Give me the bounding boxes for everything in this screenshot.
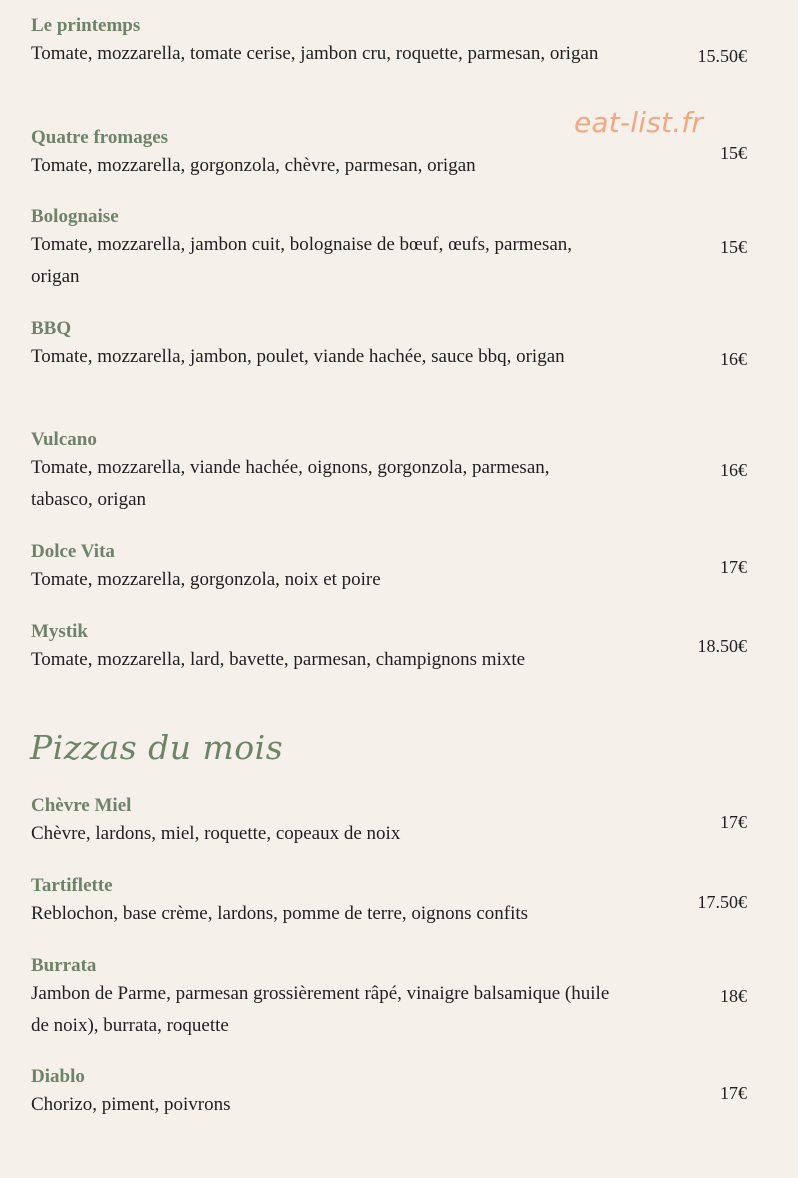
item-price: 17€ (720, 1083, 747, 1103)
item-name: Tartiflette (31, 875, 113, 896)
item-name: Quatre fromages (31, 127, 169, 148)
item-description: Tomate, mozzarella, gorgonzola, noix et poire (31, 569, 381, 590)
item-price: 16€ (720, 460, 747, 480)
item-description: Tomate, mozzarella, jambon, poulet, viande hachée, sauce bbq, origan (31, 346, 565, 367)
menu-item (31, 428, 747, 540)
item-description: Chèvre, lardons, miel, roquette, copeaux de noix (31, 823, 401, 844)
item-description: Reblochon, base crème, lardons, pomme de terre, oignons confits (31, 903, 529, 924)
item-description: Tomate, mozzarella, lard, bavette, parmesan, champignons mixte (31, 649, 526, 670)
pizzas-section (31, 14, 747, 699)
item-price: 18€ (720, 986, 747, 1006)
item-name: Burrata (31, 955, 97, 976)
menu-item (31, 794, 747, 874)
menu-item (31, 14, 747, 126)
item-price: 16€ (720, 349, 747, 369)
menu-item (31, 620, 747, 699)
item-price: 15€ (720, 237, 747, 257)
item-description: Tomate, mozzarella, gorgonzola, chèvre, parmesan, origan (31, 155, 476, 176)
menu-item (31, 954, 747, 1065)
item-price: 15.50€ (697, 46, 747, 66)
item-price: 18.50€ (697, 636, 747, 656)
item-name: Mystik (31, 621, 88, 642)
menu-item (31, 874, 747, 954)
item-description: Tomate, mozzarella, jambon cuit, bolognaise de bœuf, œufs, parmesan, origan (31, 234, 573, 287)
watermark: eat-list.fr (574, 106, 704, 139)
menu-item (31, 205, 747, 317)
section-title: Pizzas du mois (30, 728, 284, 767)
item-price: 17€ (720, 812, 747, 832)
item-description: Tomate, mozzarella, viande hachée, oignons, gorgonzola, parmesan, tabasco, origan (31, 457, 550, 510)
item-description: Chorizo, piment, poivrons (31, 1094, 231, 1115)
menu-item (31, 126, 747, 205)
menu-item (31, 317, 747, 428)
item-price: 17€ (720, 557, 747, 577)
item-name: Diablo (31, 1066, 85, 1087)
item-name: BBQ (31, 318, 72, 339)
item-name: Dolce Vita (31, 541, 115, 562)
menu-item (31, 540, 747, 620)
item-price: 15€ (720, 143, 747, 163)
item-price: 17.50€ (697, 892, 747, 912)
item-name: Bolognaise (31, 206, 119, 227)
item-name: Le printemps (31, 15, 141, 36)
pizzas-du-mois-section (31, 794, 747, 1145)
item-description: Tomate, mozzarella, tomate cerise, jambon cru, roquette, parmesan, origan (31, 43, 599, 64)
item-name: Vulcano (31, 429, 97, 450)
item-description: Jambon de Parme, parmesan grossièrement râpé, vinaigre balsamique (huile de noix), burrata, roquette (31, 983, 610, 1036)
menu-item (31, 1065, 747, 1145)
item-name: Chèvre Miel (31, 795, 132, 816)
